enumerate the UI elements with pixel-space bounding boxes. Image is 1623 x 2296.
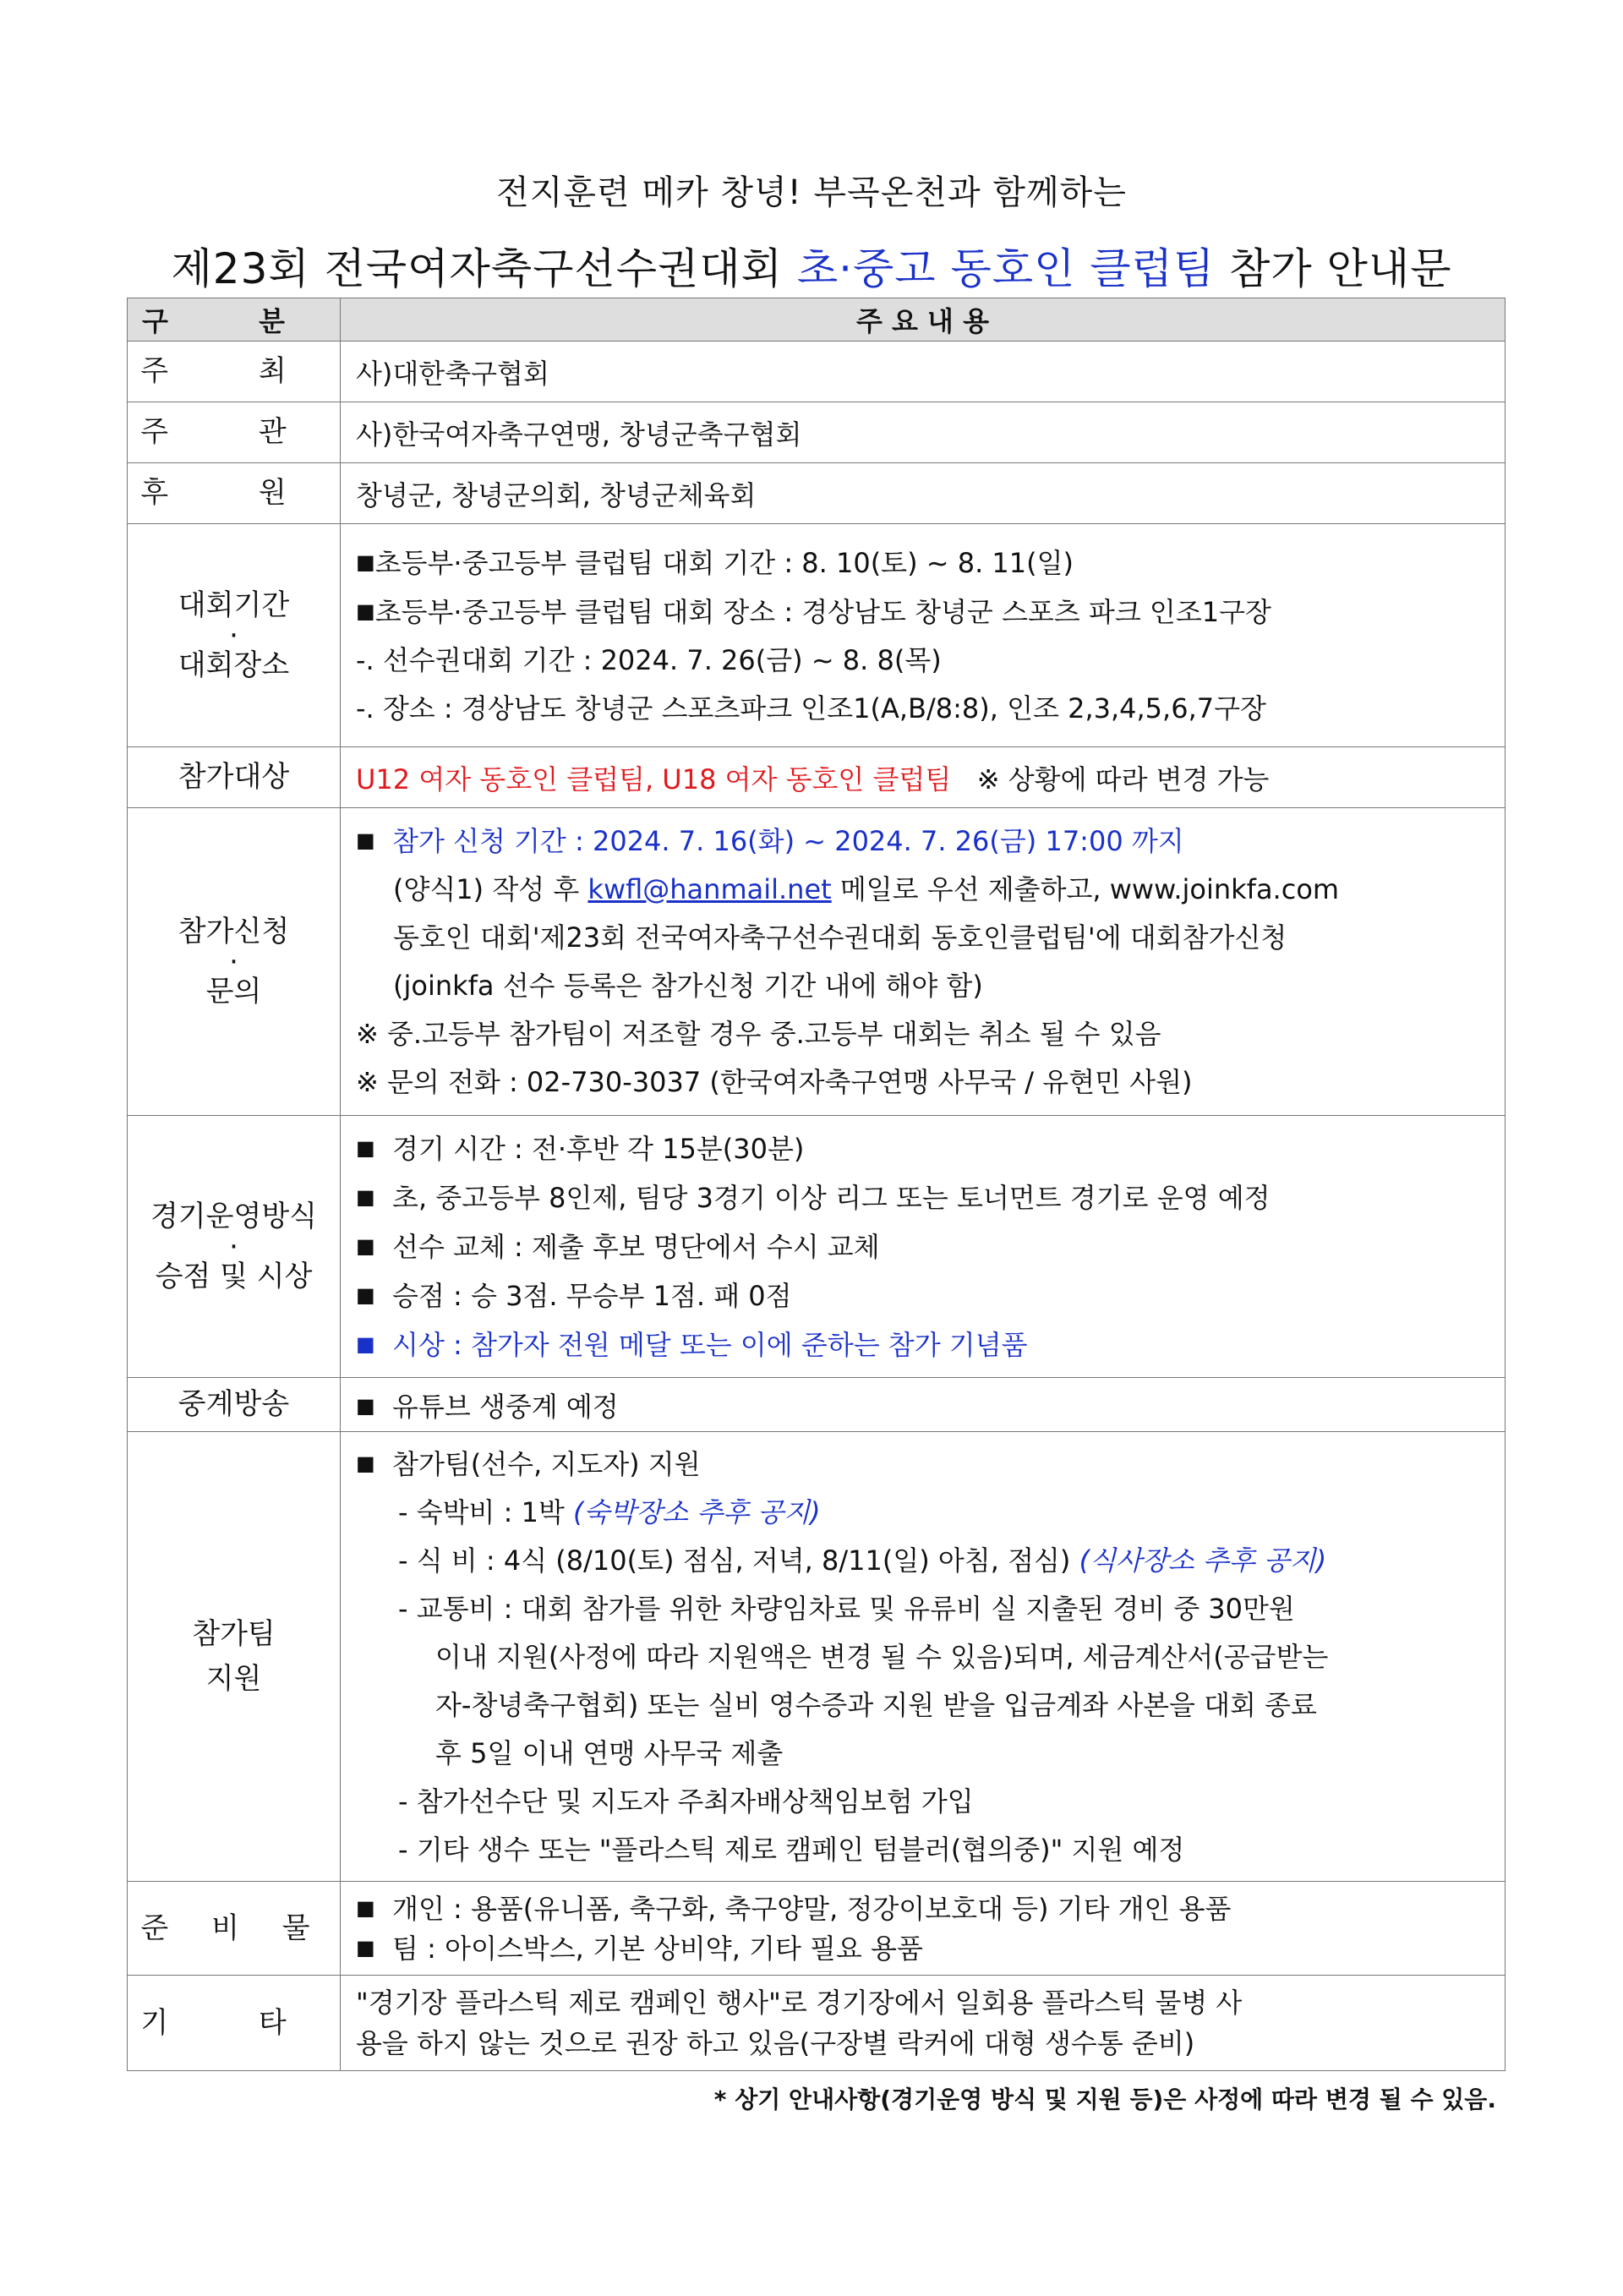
list-item: -. 장소 : 경상남도 창녕군 스포츠파크 인조1(A,B/8:8), 인조 2,3,4,5,6,7구장: [356, 692, 1266, 724]
header-content: 주 요 내 용: [341, 298, 1506, 342]
row-content: ■ 유튜브 생중계 예정: [341, 1378, 1506, 1432]
list-item: ※ 문의 전화 : 02-730-3037 (한국여자축구연맹 사무국 / 유현민 사원): [356, 1066, 1193, 1098]
list-item: - 숙박비 : 1박 (숙박장소 추후 공지): [398, 1495, 821, 1528]
bullet-icon: ■: [356, 549, 375, 574]
bullet-icon: ■: [356, 1282, 375, 1307]
row-content: [341, 808, 1506, 1116]
row-content: [341, 1116, 1506, 1378]
row-etc: [128, 1976, 1506, 2071]
list-item: 동호인 대회'제23회 전국여자축구선수권대회 동호인클럽팀'에 대회참가신청: [393, 921, 1287, 954]
row-content: [341, 1882, 1506, 1976]
row-label: 대회기간 · 대회장소: [128, 524, 341, 747]
list-item: - 식 비 : 4식 (8/10(토) 점심, 저녁, 8/11(일) 아침, 점심) (식사장소 추후 공지): [398, 1544, 1327, 1577]
row-content: 창녕군, 창녕군의회, 창녕군체육회: [341, 463, 1506, 524]
row-host: [128, 342, 1506, 402]
row-content: [341, 1976, 1506, 2071]
row-label: 참가신청 · 문의: [128, 808, 341, 1116]
row-content: 사)대한축구협회: [341, 342, 1506, 402]
list-item: ■ 선수 교체 : 제출 후보 명단에서 수시 교체: [356, 1230, 880, 1263]
list-item: - 기타 생수 또는 "플라스틱 제로 캠페인 텀블러(협의중)" 지원 예정: [398, 1833, 1185, 1866]
list-item: "경기장 플라스틱 제로 캠페인 행사"로 경기장에서 일회용 플라스틱 물병 사: [356, 1987, 1243, 2019]
row-label: 후 원: [128, 463, 341, 524]
row-label: 준 비 물: [128, 1882, 341, 1976]
list-item: (joinkfa 선수 등록은 참가신청 기간 내에 해야 함): [393, 970, 983, 1002]
row-application: [128, 808, 1506, 1116]
list-item: ■ 초, 중고등부 8인제, 팀당 3경기 이상 리그 또는 토너먼트 경기로 운영 예정: [356, 1181, 1271, 1214]
email-link[interactable]: kwfl@hanmail.net: [587, 873, 832, 905]
list-item: 자-창녕축구협회) 또는 실비 영수증과 지원 받을 입금계좌 사본을 대회 종료: [435, 1688, 1317, 1721]
row-label: 주 관: [128, 402, 341, 463]
row-content: U12 여자 동호인 클럽팀, U18 여자 동호인 클럽팀 ※ 상황에 따라 변경 가능: [341, 747, 1506, 808]
row-supplies: [128, 1882, 1506, 1976]
bullet-icon: ■: [356, 1233, 375, 1258]
document-title: [0, 235, 1623, 296]
row-label: 중계방송: [128, 1378, 341, 1432]
list-item: - 교통비 : 대회 참가를 위한 차량임차료 및 유류비 실 지출된 경비 중 30만원: [398, 1592, 1295, 1625]
title-prefix: 제23회 전국여자축구선수권대회: [171, 244, 797, 293]
title-suffix: 참가 안내문: [1215, 244, 1452, 293]
title-highlight: 초·중고 동호인 클럽팀: [796, 244, 1216, 293]
row-label: 참가대상: [128, 747, 341, 808]
notice-table: [127, 298, 1506, 2071]
row-sponsor: [128, 463, 1506, 524]
bullet-icon: ■: [356, 599, 375, 623]
list-item: 이내 지원(사정에 따라 지원액은 변경 될 수 있음)되며, 세금계산서(공급받는: [435, 1640, 1329, 1673]
bullet-icon: ■: [356, 1936, 375, 1960]
list-item: 후 5일 이내 연맹 사무국 제출: [435, 1736, 784, 1769]
list-item: ■초등부·중고등부 클럽팀 대회 장소 : 경상남도 창녕군 스포츠 파크 인조1구장: [356, 595, 1271, 628]
list-item: ※ 중.고등부 참가팀이 저조할 경우 중.고등부 대회는 취소 될 수 있음: [356, 1018, 1161, 1050]
list-item: ■ 팀 : 아이스박스, 기본 상비약, 기타 필요 용품: [356, 1932, 923, 1965]
row-content: [341, 1432, 1506, 1882]
list-item: 용을 하지 않는 것으로 권장 하고 있음(구장별 락커에 대형 생수통 준비): [356, 2027, 1195, 2059]
header-category: 구 분: [128, 298, 341, 342]
bullet-icon: ■: [356, 1393, 375, 1418]
table-header-row: [128, 298, 1506, 342]
row-label: 기 타: [128, 1976, 341, 2071]
row-operation: [128, 1116, 1506, 1378]
bullet-icon: ■: [356, 1896, 375, 1920]
row-broadcast: [128, 1378, 1506, 1432]
list-item: ■ 시상 : 참가자 전원 메달 또는 이에 준하는 참가 기념품: [356, 1328, 1028, 1361]
list-item: ■ 개인 : 용품(유니폼, 축구화, 축구양말, 정강이보호대 등) 기타 개인 용품: [356, 1893, 1232, 1925]
row-support: [128, 1432, 1506, 1882]
row-target: [128, 747, 1506, 808]
bullet-icon: ■: [356, 1451, 375, 1475]
row-organizer: [128, 402, 1506, 463]
bullet-icon: ■: [356, 1184, 375, 1209]
list-item: -. 선수권대회 기간 : 2024. 7. 26(금) ~ 8. 8(목): [356, 643, 942, 676]
row-label: 경기운영방식 · 승점 및 시상: [128, 1116, 341, 1378]
bullet-icon: ■: [356, 1331, 375, 1356]
row-label: 주 최: [128, 342, 341, 402]
row-content: 사)한국여자축구연맹, 창녕군축구협회: [341, 402, 1506, 463]
bullet-icon: ■: [356, 828, 375, 852]
bullet-icon: ■: [356, 1135, 375, 1160]
list-item: ■초등부·중고등부 클럽팀 대회 기간 : 8. 10(토) ~ 8. 11(일): [356, 546, 1074, 579]
footnote: * 상기 안내사항(경기운영 방식 및 지원 등)은 사정에 따라 변경 될 수 있음.: [713, 2086, 1496, 2113]
list-item: ■ 참가 신청 기간 : 2024. 7. 16(화) ~ 2024. 7. 26(금) 17:00 까지: [356, 825, 1184, 857]
list-item: (양식1) 작성 후 kwfl@hanmail.net 메일로 우선 제출하고, www.joinkfa.com: [393, 873, 1340, 905]
document-subtitle: 전지훈련 메카 창녕! 부곡온천과 함께하는: [496, 173, 1127, 212]
list-item: - 참가선수단 및 지도자 주최자배상책임보험 가입: [398, 1785, 974, 1818]
list-item: ■ 경기 시간 : 전·후반 각 15분(30분): [356, 1132, 805, 1165]
row-label: 참가팀 지원: [128, 1432, 341, 1882]
row-period: [128, 524, 1506, 747]
list-item: ■ 참가팀(선수, 지도자) 지원: [356, 1447, 701, 1480]
list-item: ■ 승점 : 승 3점. 무승부 1점. 패 0점: [356, 1279, 792, 1312]
row-content: [341, 524, 1506, 747]
